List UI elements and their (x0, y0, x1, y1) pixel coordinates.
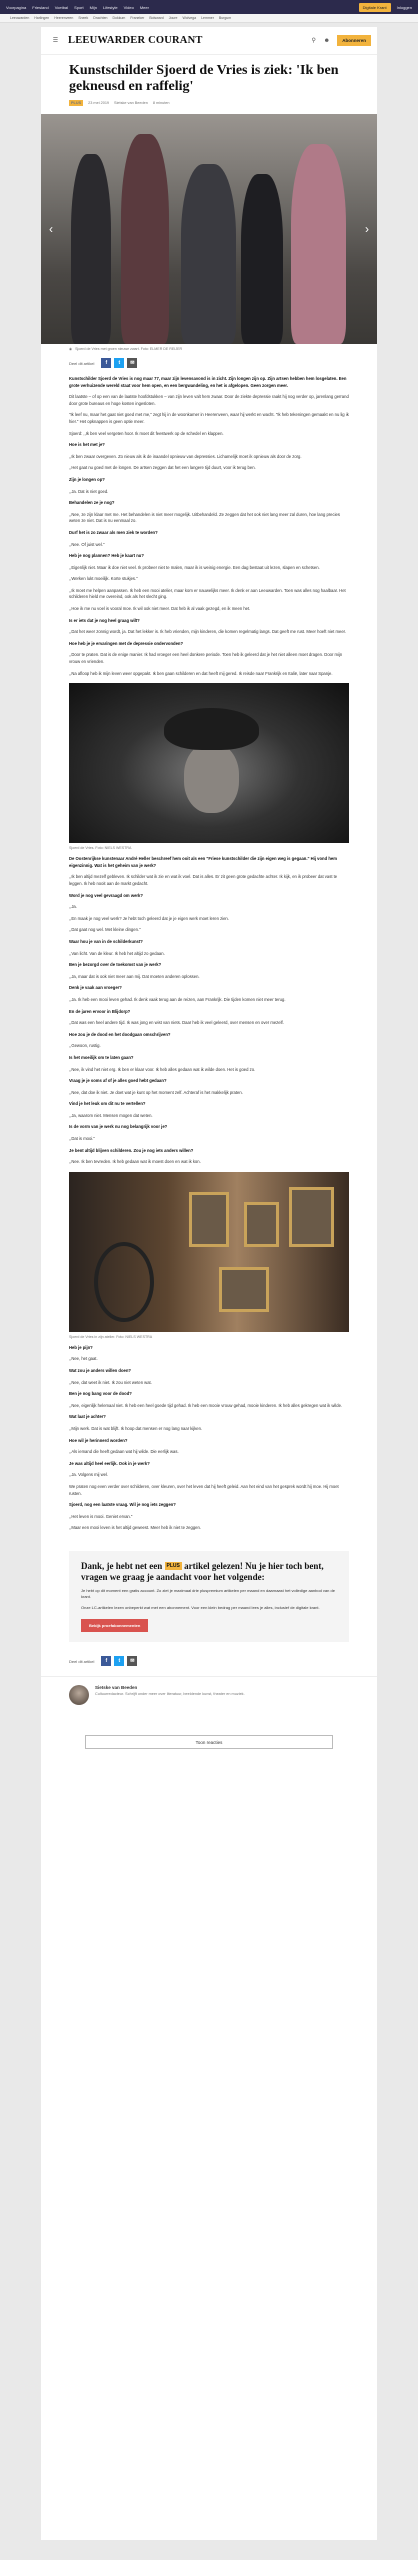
article-title: Kunstschilder Sjoerd de Vries is ziek: 'Ik ben gekneusd en raffelig' (69, 63, 339, 94)
promo-title-b: artikel gelezen! Nu je hier toch bent, vragen we graag je aandacht voor het volgende: (81, 1560, 324, 1583)
interview-question: Heb je pijn? (69, 1344, 93, 1350)
hero-caption (41, 344, 377, 354)
paragraph: ,,Van licht. Van de kleur. Ik heb het altijd zo gedaan. (69, 950, 165, 956)
subnav-item[interactable]: Dokkum (112, 16, 126, 20)
subnav-item[interactable]: Wolvega (182, 16, 197, 20)
interview-question: Hoe heb je je ervaringen met de depressie ondervonden? (69, 640, 184, 646)
author-bio: Cultuurredacteur. Schrijft onder meer over literatuur, beeldende kunst, theater en muziek. (95, 1692, 245, 1697)
interview-question: En de jaren ervoor in Blijdorp? (69, 1008, 131, 1014)
inline-photo[interactable] (69, 1172, 349, 1332)
twitter-icon[interactable]: t (114, 1656, 124, 1666)
twitter-icon[interactable]: t (114, 358, 124, 368)
subnav-item[interactable]: Heerenveen (54, 16, 74, 20)
promo-title (81, 1561, 337, 1583)
paragraph: ,,Eigenlijk niet. Maar ik doe niet veel. Ik probeer niet te malen, maar ik is weinig energie. Een dag bestaat uit lezen, slapen en schetsen. (69, 564, 320, 570)
wheelchair (94, 1242, 154, 1322)
paragraph: We praten nog even verder over schilderen, over kleuren, over het leven dat hij heeft geleid. Aan het eind van het gesprek wordt hij moe. Hij moet rusten. (69, 1483, 339, 1496)
paragraph: ,,Dat het weer zonnig wordt, ja. Dat het lekker is. Ik heb vrienden, mijn kinderen, die komen regelmatig langs. Dat geeft me rust. Meer hoeft niet meer. (69, 629, 346, 635)
inline-photo[interactable] (69, 683, 349, 843)
hero-caption-text: Sjoerd de Vries met groen nieuwe zwart. Foto: ELMER DE REIJER (75, 347, 183, 351)
interview-question: Hoe is het met je? (69, 442, 105, 448)
paragraph: ,,Ja. Volgens mij wel. (69, 1472, 109, 1478)
paragraph: ,,Het leven is mooi. Geniet ervan." (69, 1513, 133, 1519)
photo-hat (164, 708, 259, 750)
region-subnav (0, 14, 418, 23)
paragraph: ,,Ik ben altijd mezelf gebleven. Ik schilder wat ik zie en wat ik voel. Dat is alles. Er zit geen grote gedachte achter. Ik kijk, en ik probeer dat vast te leggen. Ik heb nooit aan de markt gedacht. (69, 874, 338, 886)
interview-question: Behandelen ze je nog? (69, 500, 115, 506)
interview-question: Ben je nog bang voor de dood? (69, 1391, 132, 1397)
read-time: 8 minuten (152, 101, 170, 105)
subnav-item[interactable]: Leeuwarden (10, 16, 30, 20)
paragraph: ,,Na afloop heb ik mijn leven weer opgepakt. Ik ben gaan schilderen en dat heeft mij gered. Ik reisde naar Frankrijk en Italië, later naar Spanje. (69, 670, 333, 676)
avatar[interactable] (69, 1685, 89, 1705)
share-bar (41, 354, 377, 372)
plus-badge: PLUS (71, 101, 82, 105)
nav-item-voetbal[interactable]: Voetbal (54, 4, 69, 10)
interview-question: Hoe wil je herinnerd worden? (69, 1437, 128, 1443)
article-page (41, 27, 377, 2540)
photo-figure (181, 164, 236, 344)
paragraph: ,,Ja, maar dat is ook niet meer aan mij. Dat moeten anderen oplossen. (69, 973, 200, 979)
photo-caption: Sjoerd de Vries in zijn atelier. Foto: NIELS WESTRA (69, 1334, 153, 1339)
paragraph: ,,Dat was een heel andere tijd. Ik was jong en wist van niets. Daar heb ik veel geleerd, over mensen en over mezelf. (69, 1020, 284, 1026)
promo-subscribe-button[interactable]: Bekijk proefabonnementen (81, 1619, 148, 1632)
paragraph: ,,Ik ben zwaar overgeven. Zo nieuw als ik de inaandel opnieuw van depressies. Lichamelijk moet ik opnieuw als door de zorg. (69, 453, 302, 459)
photo-caption: Sjoerd de Vries. Foto: NIELS WESTRA (69, 846, 132, 851)
author-box (41, 1676, 377, 1713)
photo-figure (291, 144, 346, 344)
subnav-item[interactable]: Drachten (93, 16, 108, 20)
lead-paragraph: De Oostenrijkse kunstenaar André Heller beschreef hem ooit als een "Friese kunstschilder die zijn eigen weg is gegaan." Hij vond hem eigenzinnig. Wat is het geheim van je werk? (69, 856, 337, 868)
nav-item-friesland[interactable]: Friesland (32, 4, 49, 10)
interview-question: Denk je vaak aan vroeger? (69, 985, 122, 991)
paragraph: ,,Dat is mooi." (69, 1136, 95, 1142)
share-label: Deel dit artikel (69, 360, 95, 366)
painting-frame (189, 1192, 229, 1247)
facebook-icon[interactable]: f (101, 358, 111, 368)
interview-question: Is er iets dat je nog heel graag wilt? (69, 617, 140, 623)
painting-frame (219, 1267, 269, 1312)
share-label: Deel dit artikel (69, 1658, 95, 1664)
paragraph: ,,Nee. Ik ben tevreden. Ik heb gedaan wat ik moest doen en wat ik kon. (69, 1159, 201, 1165)
nav-item-sport[interactable]: Sport (74, 4, 84, 10)
subnav-item[interactable]: Lemmer (201, 16, 214, 20)
top-navigation-bar (0, 0, 418, 14)
paragraph: ,,Ja. (69, 904, 77, 910)
paragraph: ,,Ik moet me helpen aanpassen. Ik heb een mooi atelier, maar kom er nauwelijks meer. Ik denk er aan Leeuwarden. Toen was alles nog haalbaar. Het schilderen hield me overeind, ook als het slecht ging. (69, 587, 346, 600)
paragraph: ,,Nee, dat doe ik niet. Je doet wat je kunt op het moment zelf. Achteraf is het makkelijk praten. (69, 1089, 243, 1095)
subnav-item[interactable]: Harlingen (34, 16, 50, 20)
promo-body: Je hebt op dit moment een gratis account. Zo ziet je maximaal drie pluspremium artikelen per maand en daarnaast het volledige aanbod van de krant. (81, 1588, 335, 1600)
promo-plus-badge: PLUS (166, 1563, 180, 1570)
subnav-item[interactable]: Franeker (130, 16, 145, 20)
site-logo[interactable]: LEEUWARDER COURANT (68, 35, 203, 46)
interview-question: Wat zou je anders willen doen? (69, 1368, 131, 1374)
article-meta (69, 100, 349, 106)
photo-figure (241, 174, 283, 344)
paragraph: Sjoerd: ,,Ik ben veel vergeten hoor. Ik moet dit feestwerk op de schedel en klappen. (69, 430, 224, 436)
paragraph: ,,Nee, ik vind het niet erg. Ik ben er klaar voor. Ik heb alles gedaan wat ik wilde doen. Het is goed zo. (69, 1066, 256, 1072)
digital-paper-button[interactable]: Digitale Krant (359, 3, 391, 12)
subscription-promo (69, 1551, 349, 1642)
lead-paragraph: Kunstschilder Sjoerd de Vries is nog maar 77, maar zijn levensavond is in zicht. Zijn longen zijn op. Zijn artsen hebben hem losgelaten. Een grote verhuizende wereld staat voor hem open, en een bergwandeling, en het is afgelopen. Geen zorgen meer. (69, 376, 347, 388)
paragraph: ,,Nee, eigenlijk helemaal niet. Ik heb een heel goede tijd gehad. Ik heb een mooie vrouw gehad, mooie kinderen. Ik heb alles gekregen wat ik wilde. (69, 1402, 343, 1408)
mail-icon[interactable]: ✉ (127, 1656, 137, 1666)
paragraph: ,,Door te praten. Dat is de enige manier. Ik had vroeger een heel donkere periode. Toen heb ik geleerd dat je het niet alleen moet dragen. Door mijn vrouw en vrienden. (69, 652, 343, 665)
subnav-item[interactable]: Bolsward (149, 16, 164, 20)
paragraph: ,,Ja. Dat is niet goed. (69, 488, 109, 494)
interview-question: Je bent altijd blijven schilderen. Zou je nog iets anders willen? (69, 1147, 194, 1153)
paragraph: "Ik leef nu, maar het gaat niet goed met me," zegt hij in de woonkamer in Heerenveen, waar hij werkt en wacht. "Ik heb tekeningen gemaakt en nu lig ik hier." Het opknappen is geen optie meer. (69, 412, 349, 424)
paragraph: ,,Nee, dat weet ik niet. Ik zou niet weten wat. (69, 1379, 152, 1385)
author-name[interactable]: Sietske van Beeden (95, 1685, 138, 1691)
facebook-icon[interactable]: f (101, 1656, 111, 1666)
nav-item-lifestyle[interactable]: Lifestyle (102, 4, 118, 10)
hero-photo[interactable] (41, 114, 377, 344)
interview-question: Wat laat je achter? (69, 1414, 106, 1420)
paragraph: ,,Ja, waarom niet. Mensen mogen dat weten. (69, 1112, 153, 1118)
site-header (41, 27, 377, 55)
interview-question: Hoe zou je de dood en het doodgaan omschrijven? (69, 1031, 171, 1037)
paragraph: ,,Mijn werk. Dat is wat blijft. Ik hoop dat mensen er nog lang naar kijken. (69, 1426, 203, 1431)
show-comments-button[interactable]: Toon reacties (85, 1735, 333, 1749)
author-info (95, 1685, 245, 1705)
interview-question: Is de vorm van je werk nu nog belangrijk voor je? (69, 1124, 168, 1130)
subnav-item[interactable]: Joure (168, 16, 178, 20)
promo-body: Onze LC-artikelen lezen onbeperkt wat met een abonnement. Voor een klein bedrag per maand lees je alles, inclusief de digitale krant. (81, 1605, 320, 1611)
paragraph: ,,Dat gaat nog wel. Met kleine dingen." (69, 927, 141, 933)
user-icon[interactable]: ☻ (323, 37, 330, 44)
paragraph: ,,Hoe ik me nu voel is vooral moe. Ik wil ook niet meer. Dat heb ik al vaak gezegd, en ik meen het. (69, 606, 251, 612)
paragraph: ,,Nee, het gaat. (69, 1356, 98, 1362)
painting-frame (244, 1202, 279, 1247)
subnav-item[interactable]: Sneek (78, 16, 89, 20)
interview-question: Zijn je longen op? (69, 476, 105, 482)
paragraph: ,,Werken lukt moeilijk. Korte stukjes." (69, 576, 138, 582)
login-link[interactable]: Inloggen (396, 4, 412, 10)
photo-face (184, 743, 239, 813)
photo-figure (71, 154, 111, 344)
subnav-item[interactable]: Burgum (218, 16, 232, 20)
paragraph: Dit laatste – of op een van de laatste hoofdstukken – van zijn leven valt hem zwaar. Door de ziekte depressie raakt hij nog verder op, jarenlang gerrand door grote bureaus en hoge kosten ingesloten. (69, 394, 349, 406)
interview-question: Vind je het leuk om dit nu te vertellen? (69, 1101, 146, 1107)
interview-question: Sjoerd, nog een laatste vraag. Wil je nog iets zeggen? (69, 1502, 176, 1508)
article-body (41, 372, 377, 1541)
interview-question: Ben je bezorgd over de toekomst van je werk? (69, 962, 162, 968)
paragraph: ,,Als iemand die heeft gedaan wat hij wilde. Die eerlijk was. (69, 1449, 179, 1455)
promo-title-a: Dank, je hebt net een (81, 1560, 163, 1571)
interview-question: Vraag je je soms af of je alles goed hebt gedaan? (69, 1078, 167, 1084)
paragraph: ,,Ja. Ik heb een mooi leven gehad. Ik denk vaak terug aan de reizen, aan Frankrijk. Die tijden komen niet meer terug. (69, 996, 286, 1002)
share-bar-bottom (41, 1652, 377, 1670)
search-icon[interactable]: ⚲ (311, 38, 316, 44)
painting-frame (289, 1187, 334, 1247)
paragraph: ,,Het gaat nu goed met de longen. De artsen zeggen dat het een langere tijd duurt, voor ik terug ben. (69, 465, 256, 471)
nav-item-voorpagina[interactable]: Voorpagina (6, 4, 27, 10)
nav-item-mijn[interactable]: Mijn (89, 4, 97, 10)
interview-question: Je was altijd heel eerlijk. Ook in je werk? (69, 1460, 150, 1466)
article-date: 23 mei 2019 (88, 101, 110, 105)
paragraph: ,,Gewoon, rustig. (69, 1043, 101, 1049)
paragraph: ,,Nee, ze zijn klaar met me. Het behandelen is niet meer mogelijk. Uitbehandeld. Ze zeggen dat het ook niet lang meer zal duren, hoe lang precies weten ze niet. Dat is nu eenmaal zo. (69, 511, 340, 524)
next-arrow-icon[interactable]: › (365, 222, 369, 236)
mail-icon[interactable]: ✉ (127, 358, 137, 368)
subscribe-button[interactable]: Abonneren (337, 35, 371, 46)
interview-question: Waar hou je van in de schilderkunst? (69, 938, 143, 944)
nav-item-meer[interactable]: Meer (139, 4, 149, 10)
article-author[interactable]: Sietske van Beeden (114, 101, 148, 105)
interview-question: Heb je nog plannen? Heb je kaart nu? (69, 553, 144, 559)
nav-item-video[interactable]: Video (123, 4, 134, 10)
paragraph: ,,Nee. Of juist wel." (69, 541, 105, 547)
interview-question: Is het moeilijk om te laten gaan? (69, 1054, 134, 1060)
paragraph: ,,En maak je nog veel werk? Je hebt toch geleerd dat je je eigen werk moet leren zien. (69, 915, 229, 921)
interview-question: Durf het is zo zwaar als men ziek te worden? (69, 529, 158, 535)
paragraph: ,,Maar een mooi leven is het altijd geweest. Meer heb ik niet te zeggen. (69, 1525, 201, 1531)
title-block (41, 55, 377, 106)
photo-figure (121, 134, 169, 344)
interview-question: Word je nog veel gevraagd om werk? (69, 892, 143, 898)
menu-icon[interactable]: ☰ (52, 38, 59, 44)
camera-icon: ◉ (69, 347, 73, 351)
prev-arrow-icon[interactable]: ‹ (49, 222, 53, 236)
